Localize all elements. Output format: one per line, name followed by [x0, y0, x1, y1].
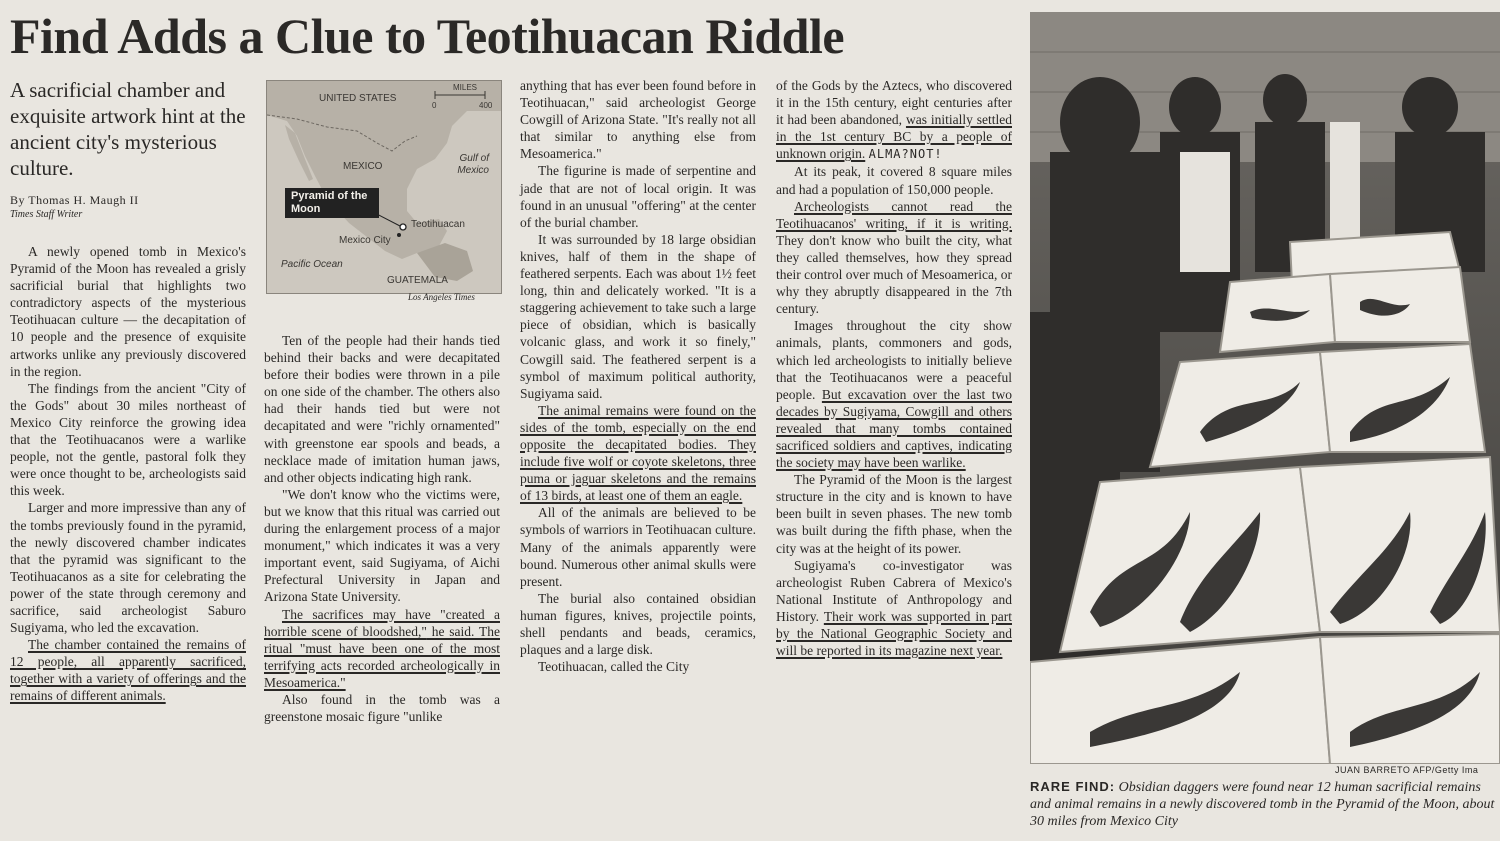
paragraph: A newly opened tomb in Mexico's Pyramid of the Moon has revealed a grisly sacrificial burial that highlights two contradictory aspects of the mysterious Teotihuacan culture — the decapitation of 10 people and the presence of exquisite artworks unlike any previously discovered in the region.: [10, 244, 246, 379]
map-credit: Los Angeles Times: [408, 292, 475, 302]
paragraph: All of the animals are believed to be symbols of warriors in Teotihuacan culture. Many of the animals apparently were bound. Numerous other animal skulls were present.: [520, 505, 756, 589]
underlined-text: Archeologists cannot read the Teotihuacanos' writing, if it is writing.: [776, 198, 1012, 231]
paragraph: [520, 402, 756, 505]
paragraph: [776, 77, 1012, 163]
text-run: They don't know who built the city, what they called themselves, how they spread their control over much of Mesoamerica, or why they abruptly disappeared in the 7th century.: [776, 232, 1012, 317]
photo-graphic: [1030, 12, 1500, 764]
map-label-us: UNITED STATES: [319, 93, 397, 104]
paragraph: The Pyramid of the Moon is the largest structure in the city and is known to have been built in seven phases. The new tomb was built during the fifth phase, when the city was at the height of its power.: [776, 472, 1012, 556]
paragraph: The findings from the ancient "City of the Gods" about 30 miles northeast of Mexico City reinforce the growing idea that the Teotihuacanos were a warlike people, not the gentle, pastoral folk they were once thought to be, archeologists said this week.: [10, 380, 246, 499]
photo-credit: JUAN BARRETO AFP/Getty Ima: [1335, 765, 1479, 775]
article-column-1: [10, 77, 246, 705]
map-scale-400: 400: [479, 101, 493, 110]
underlined-text: he said.: [426, 623, 479, 639]
paragraph: anything that has ever been found before in Teotihuacan," said archeologist George Cowgill of Arizona State. "It's really not all that similar to anything else from Mesoamerica.": [520, 78, 756, 162]
byline: By Thomas H. Maugh II: [10, 193, 139, 207]
underlined-text: The animal remains were found on the sides of the tomb, especially on the end opposite the decapitated bodies. They include five wolf or coyote skeletons, three puma or jaguar skeletons and the remains of 13 birds, at least one of them an eagle.: [520, 402, 756, 504]
underlined-text: The chamber contained the remains of 12 people, all apparently sacrificed, together with a variety of offerings and the remains of different animals.: [10, 637, 246, 704]
paragraph: [776, 198, 1012, 318]
underlined-text: The ritual "must have been one of the most terrifying acts recorded archeologically in Mesoamerica.": [264, 623, 500, 690]
underlined-text: was initially settled in the 1st century BC by a people of unknown origin.: [776, 112, 1012, 162]
text-run: Images throughout the city show animals, plants, commoners and gods, which led archeologists to initially believe that the Teotihuacanos were a peaceful people.: [776, 318, 1012, 402]
paragraph: Teotihuacan, called the City: [538, 659, 690, 675]
underlined-text: Their work was supported in part by the National Geographic Society and will be reported in its magazine next year.: [776, 608, 1012, 659]
map-scale-label: MILES: [453, 83, 478, 92]
map-scale-0: 0: [432, 101, 437, 110]
paragraph: Also found in the tomb was a greenstone mosaic figure "unlike: [264, 691, 500, 725]
paragraph: Larger and more impressive than any of the tombs previously found in the pyramid, the newly discovered chamber indicates that the pyramid was significant to the Teotihuacanos as a site for celebrating the power of the state through ceremony and sacrifice, said archeologist Saburo Sugiyama, who led the excavation.: [10, 500, 246, 636]
paragraph: [10, 636, 246, 704]
photo-caption: [1030, 778, 1500, 830]
map-label-teotihuacan: Teotihuacan: [411, 219, 465, 230]
paragraph: "We don't know who the victims were, but we know that this ritual was carried out during the enlargement process of a major monument," which indicates it was a very important event, said Sugiyama, of Aichi Prefectural University in Japan and Arizona State University.: [264, 486, 500, 605]
headline: Find Adds a Clue to Teotihuacan Riddle: [10, 8, 845, 64]
map-label-mexico: MEXICO: [343, 161, 383, 172]
paragraph: At its peak, it covered 8 square miles and had a population of 150,000 people.: [776, 164, 1012, 197]
caption-text: Obsidian daggers were found near 12 human sacrificial remains and animal remains in a newly discovered tomb in the Pyramid of the Moon, about 30 miles from Mexico City: [1030, 780, 1495, 829]
map-label-guatemala: GUATEMALA: [387, 275, 448, 286]
paragraph: Ten of the people had their hands tied behind their backs and were decapitated before their bodies were thrown in a pile on one side of the chamber. The others also had their hands tied but were not decapitated and were "richly ornamented" with greenstone ear spools and beads, a necklace made of imitation human jaws, and other objects indicating high rank.: [264, 333, 500, 485]
map-label-mexico-city: Mexico City: [339, 235, 391, 246]
underlined-text: But excavation over the last two decades by Sugiyama, Cowgill and others revealed that many tombs contained sacrificed soldiers and captives, indicating the society may have been warlike.: [776, 386, 1012, 471]
paragraph: [264, 606, 500, 691]
deck: A sacrificial chamber and exquisite artwork hint at the ancient city's mysterious culture.: [10, 78, 246, 180]
byline-title: Times Staff Writer: [10, 209, 83, 220]
article-column-2: [264, 332, 500, 725]
paragraph: The burial also contained obsidian human figures, knives, projectile points, shell pendants and beads, ceramics, plaques and a large disk.: [520, 590, 756, 658]
paragraph: The figurine is made of serpentine and jade that are not of local origin. It was found in an unusual "offering" at the center of the burial chamber.: [520, 163, 756, 230]
article-column-3: [520, 77, 756, 675]
map-callout-pyramid: Pyramid of the Moon: [285, 188, 379, 218]
article-column-4: [776, 77, 1012, 659]
map-label-pacific: Pacific Ocean: [281, 259, 343, 270]
locator-map: [266, 80, 502, 294]
handwritten-note: ALMA?NOT!: [868, 147, 943, 162]
paragraph: It was surrounded by 18 large obsidian knives, half of them in the shape of feathered serpents. Each was about 1½ feet long, thin and delicately worked. "It is a staggering achievement to take such a large piece of obsidian, which is basically volcanic glass, and work it so finely," Cowgill said. The feathered serpent is a symbol of maximum political authority, Sugiyama said.: [520, 231, 756, 401]
paragraph: [776, 557, 1012, 660]
map-label-gulf: Gulf of Mexico: [457, 153, 489, 176]
underlined-text: The sacrifices may have "created a horrible scene of bloodshed,": [264, 606, 500, 639]
text-run: Sugiyama's co-investigator was archeologist Ruben Cabrera of Mexico's National Institute of Anthropology and History.: [776, 557, 1012, 624]
text-run: of the Gods by the Aztecs, who discovered it in the 15th century, eight centuries after it had been abandoned,: [776, 78, 1012, 128]
paragraph: [776, 317, 1012, 471]
caption-lead: RARE FIND:: [1030, 779, 1116, 794]
news-photo: [1030, 12, 1500, 764]
